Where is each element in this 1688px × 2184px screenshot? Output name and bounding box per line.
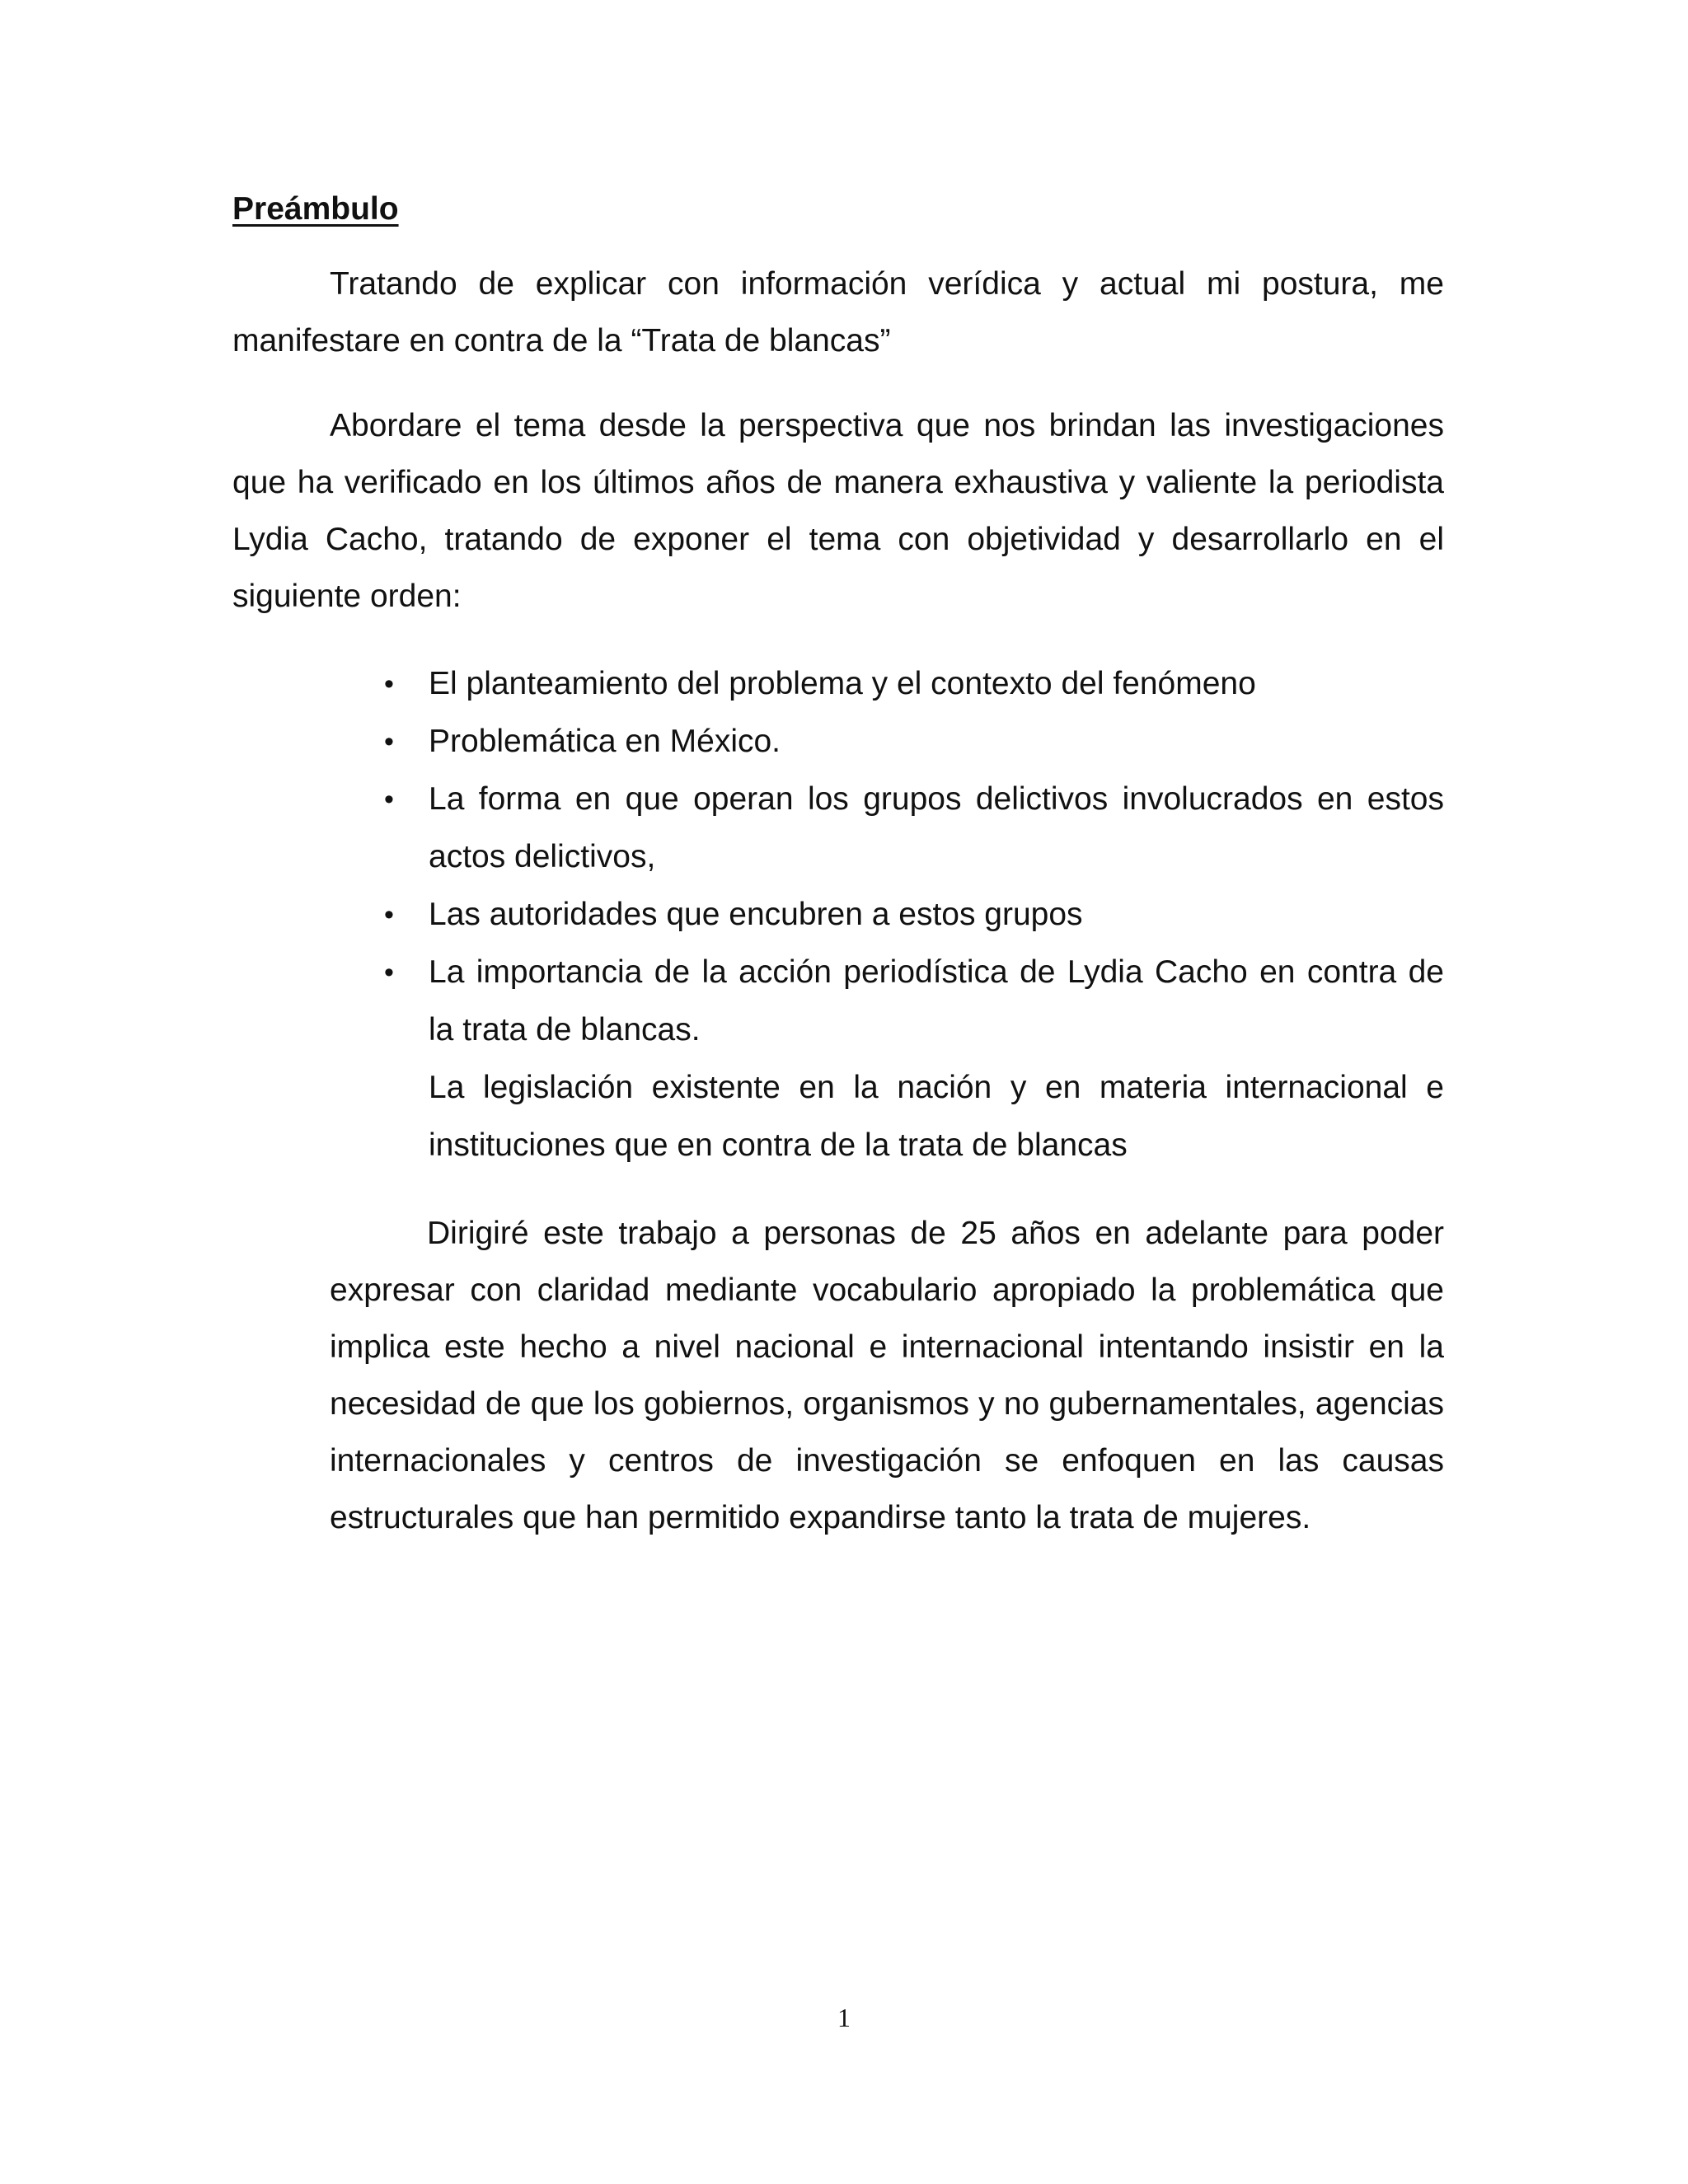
list-item-text: El planteamiento del problema y el contexto del fenómeno — [429, 666, 1256, 701]
list-item-text: La legislación existente en la nación y en materia internacional e instituciones que en contra de la trata de blancas — [429, 1070, 1444, 1163]
page-number: 1 — [837, 2003, 851, 2032]
closing-paragraph: Dirigiré este trabajo a personas de 25 años en adelante para poder expresar con claridad mediante vocabulario apropiado la problemática que implica este hecho a nivel nacional e internacional intentando insistir en la necesidad de que los gobiernos, organismos y no gubernamentales, agencias internacionales y centros de investigación se enfoquen en las causas estructurales que han permitido expandirse tanto la trata de mujeres. — [330, 1216, 1444, 1535]
topic-list — [384, 655, 1444, 1174]
list-item — [384, 886, 1444, 944]
list-item — [384, 713, 1444, 771]
list-item-text: La importancia de la acción periodística de Lydia Cacho en contra de la trata de blancas. — [429, 954, 1444, 1047]
list-item — [384, 771, 1444, 886]
bullet-icon: • — [384, 726, 394, 757]
approach-paragraph: Abordare el tema desde la perspectiva que nos brindan las investigaciones que ha verificado en los últimos años de manera exhaustiva y valiente la periodista Lydia Cacho, tratando de exponer el tema con objetividad y desarrollarlo en el siguiente orden: — [232, 408, 1444, 614]
list-item-text: Las autoridades que encubren a estos grupos — [429, 897, 1083, 932]
intro-paragraph: Tratando de explicar con información verídica y actual mi postura, me manifestare en contra de la “Trata de blancas” — [232, 266, 1444, 359]
list-item-text: La forma en que operan los grupos delictivos involucrados en estos actos delictivos, — [429, 781, 1444, 874]
list-item — [384, 944, 1444, 1059]
list-item-continuation — [429, 1059, 1444, 1174]
bullet-icon: • — [384, 668, 394, 700]
list-item-text: Problemática en México. — [429, 724, 781, 759]
bullet-icon: • — [384, 899, 394, 930]
section-heading: Preámbulo — [232, 191, 399, 227]
list-item — [384, 655, 1444, 713]
bullet-icon: • — [384, 957, 394, 988]
bullet-icon: • — [384, 784, 394, 815]
